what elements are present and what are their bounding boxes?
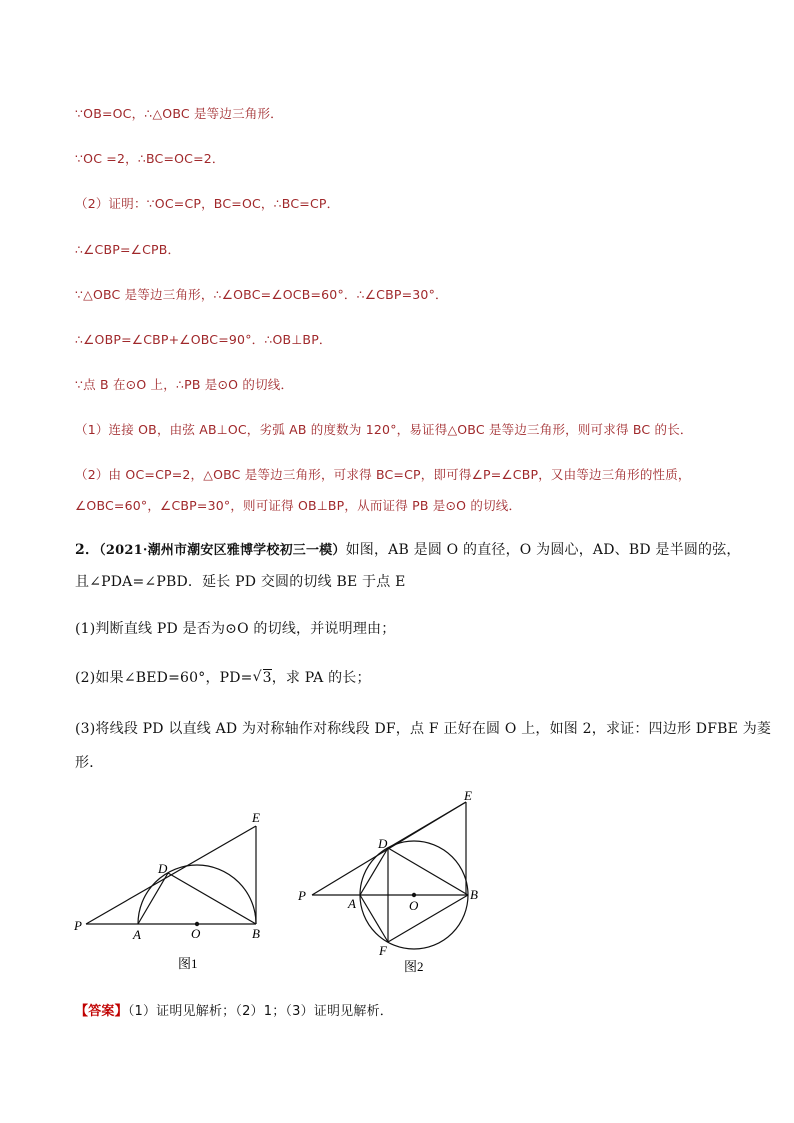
label-O: O [191,926,201,941]
label-P: P [74,918,82,933]
label-E: E [252,810,260,825]
problem-number: 2． [75,542,100,558]
fig2-label-E: E [464,788,472,803]
problem-source: （2021·潮州市潮安区雅博学校初三一模） [99,543,346,558]
fig2-label-F: F [379,943,387,958]
solution-line-2: ∵OC =2，∴BC=OC=2． [75,151,225,166]
sqrt-symbol [253,670,272,686]
question-3-line-2: 形． [75,755,104,771]
question-2-part-a: (2)如果∠BED=60°，PD= [75,670,253,686]
label-A: A [133,927,141,942]
question-3-line-1: (3)将线段 PD 以直线 AD 为对称轴作对称线段 DF，点 F 正好在圆 O 上，如图 2，求证：四边形 DFBE 为菱 [75,721,772,737]
label-B: B [252,926,260,941]
fig2-label-P: P [298,888,306,903]
problem-stem-line-1 [75,539,741,559]
sqrt-radicand: 3 [262,670,272,686]
figure-2-caption: 图2 [404,959,424,974]
solution-line-1: ∵OB=OC，∴△OBC 是等边三角形． [75,106,283,121]
figure-2 [290,785,500,980]
analysis-line-3: ∠OBC=60°，∠CBP=30°，则可证得 OB⊥BP，从而证得 PB 是⊙O 的切线． [75,498,522,513]
label-D: D [158,861,168,876]
question-2 [75,667,371,687]
solution-line-3: （2）证明：∵OC=CP，BC=OC，∴BC=CP． [75,196,340,211]
analysis-line-1: （1）连接 OB，由弦 AB⊥OC，劣弧 AB 的度数为 120°，易证得△OBC 是等边三角形，则可求得 BC 的长． [75,422,693,437]
answer-text: （1）证明见解析；（2）1；（3）证明见解析． [127,1004,393,1019]
problem-stem-2: 且∠PDA=∠PBD．延长 PD 交圆的切线 BE 于点 E [75,574,406,590]
figure-1 [60,800,290,980]
answer-tag: 【答案】 [75,1004,128,1019]
question-2-part-b: ，求 PA 的长； [271,670,371,686]
answer-line [75,1000,393,1019]
solution-line-4: ∴∠CBP=∠CPB． [75,242,181,257]
fig2-label-A: A [348,896,356,911]
figure-1-caption: 图1 [178,956,198,971]
solution-line-5: ∵△OBC 是等边三角形，∴∠OBC=∠OCB=60°．∴∠CBP=30°． [75,287,448,302]
fig2-label-O: O [409,898,419,913]
question-1: (1)判断直线 PD 是否为⊙O 的切线，并说明理由； [75,621,396,637]
problem-stem-1: 如图，AB 是圆 O 的直径，O 为圆心，AD、BD 是半圆的弦， [345,542,741,558]
fig2-label-B: B [470,887,478,902]
solution-line-7: ∵点 B 在⊙O 上，∴PB 是⊙O 的切线． [75,377,294,392]
analysis-line-2: （2）由 OC=CP=2，△OBC 是等边三角形，可求得 BC=CP，即可得∠P=∠CBP，又由等边三角形的性质， [75,467,691,482]
solution-line-6: ∴∠OBP=∠CBP+∠OBC=90°．∴OB⊥BP． [75,332,332,347]
fig2-label-D: D [378,836,388,851]
